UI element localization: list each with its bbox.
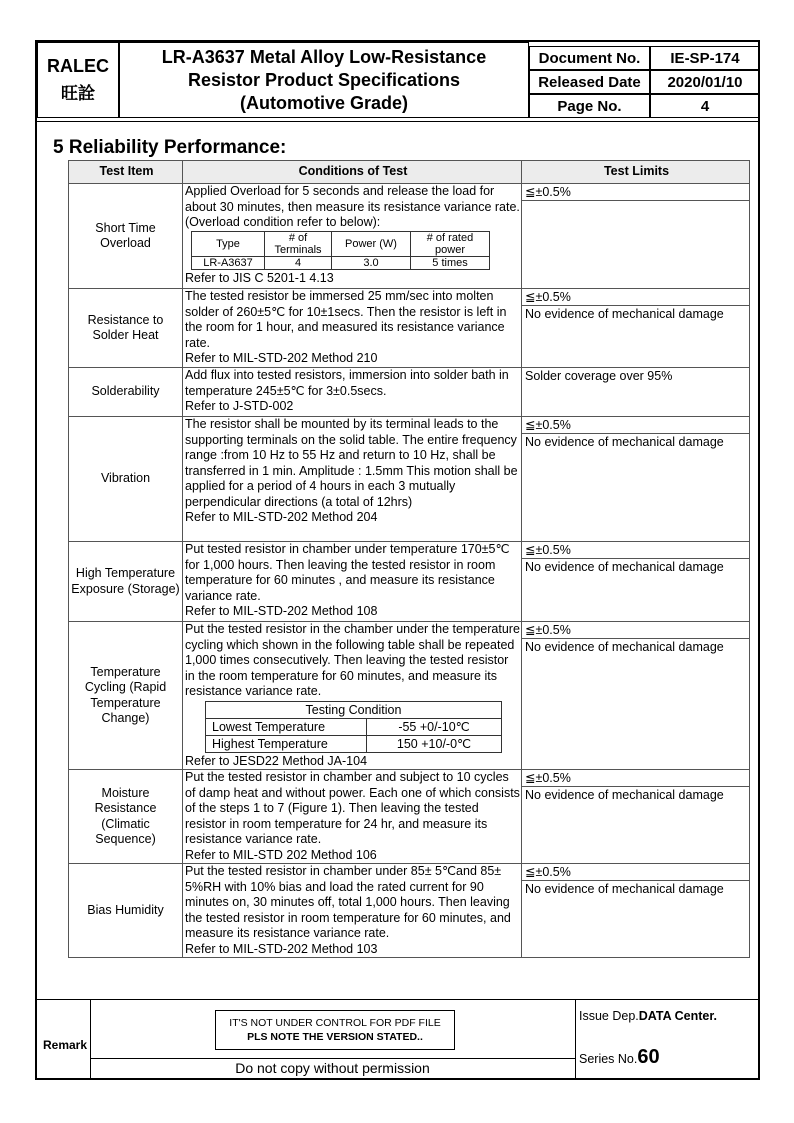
reference-text: Refer to J-STD-002 [185, 399, 294, 413]
test-conditions [183, 368, 522, 417]
conditions-text: Put tested resistor in chamber under temperature 170±5℃ for 1,000 hours. Then leaving the tested resistor in room temperature for 60 minutes , and measure its resistance variance rate. [185, 542, 510, 603]
cycling-value: -55 +0/-10℃ [367, 718, 502, 735]
reference-text: Refer to MIL-STD-202 Method 210 [185, 351, 378, 365]
test-limits [522, 864, 750, 958]
reference-text: Refer to MIL-STD 202 Method 106 [185, 847, 377, 862]
test-conditions [183, 542, 522, 622]
test-conditions [183, 770, 522, 864]
company-logo-cell [37, 42, 119, 118]
reference-text: Refer to MIL-STD-202 Method 108 [185, 604, 378, 618]
doc-no-label: Document No. [529, 46, 650, 70]
header-divider [37, 121, 758, 122]
test-item: Moisture Resistance (Climatic Sequence) [69, 770, 183, 864]
table-row [69, 770, 750, 864]
table-row [69, 368, 750, 417]
test-limits [522, 368, 750, 417]
limit-value: No evidence of mechanical damage [525, 307, 724, 321]
test-limits [522, 770, 750, 864]
test-item: Short Time Overload [69, 184, 183, 289]
reference-text: Refer to MIL-STD-202 Method 204 [185, 510, 378, 524]
company-name-cn: 旺詮 [61, 84, 95, 103]
test-conditions [183, 417, 522, 542]
limit-value: No evidence of mechanical damage [525, 640, 724, 654]
overload-table [191, 231, 490, 270]
reference-text: Refer to JESD22 Method JA-104 [185, 753, 368, 768]
test-limits [522, 289, 750, 368]
conditions-text: Put the tested resistor in the chamber under the temperature cycling which shown in the following table shall be repeated 1,000 times consecutively. Then leaving the tested resistor in the room temperature for 60 minutes, and measure its resistance variance rate. [185, 622, 520, 698]
document-title-line2: Resistor Product Specifications [187, 69, 461, 90]
limit-value: No evidence of mechanical damage [525, 435, 724, 449]
limit-value: ≦±0.5% [522, 770, 749, 787]
series-number [579, 1046, 660, 1069]
conditions-text: Put the tested resistor in chamber under 85± 5℃and 85± 5%RH with 10% bias and load the rated current for 90 minutes on, 30 minutes off, total 1,000 hours. Then leaving the tested resistor in room temperature for 60 minutes, and measure its resistance variance rate. [185, 864, 511, 940]
col-header-conditions: Conditions of Test [183, 161, 522, 184]
overload-header: # of rated power [411, 231, 490, 256]
limit-value: ≦±0.5% [522, 542, 749, 559]
col-header-item: Test Item [69, 161, 183, 184]
cycling-condition-table [205, 701, 502, 753]
company-name: RALEC [47, 56, 109, 76]
document-title-cell [119, 42, 529, 118]
conditions-text: Put the tested resistor in chamber and subject to 10 cycles of damp heat and without power. Each one of which consists of the steps 1 to 7 (Figure 1). Then leaving the tested resistor in room temperature for 24 hr, and measure its resistance variance rate. [185, 770, 520, 846]
cycling-label: Highest Temperature [206, 735, 367, 752]
released-date-value: 2020/01/10 [650, 70, 760, 94]
table-row [69, 864, 750, 958]
test-item: High Temperature Exposure (Storage) [69, 542, 183, 622]
limit-value: No evidence of mechanical damage [525, 788, 724, 802]
document-title-line1: LR-A3637 Metal Alloy Low-Resistance [161, 46, 487, 67]
test-conditions [183, 864, 522, 958]
cycling-table-title: Testing Condition [206, 701, 502, 718]
table-row [69, 542, 750, 622]
limit-value: ≦±0.5% [522, 622, 749, 639]
table-row [69, 289, 750, 368]
reference-text: Refer to JIS C 5201-1 4.13 [185, 270, 334, 285]
test-item: Resistance to Solder Heat [69, 289, 183, 368]
limit-value: No evidence of mechanical damage [525, 560, 724, 574]
conditions-text: Add flux into tested resistors, immersion into solder bath in temperature 245±5℃ for 3±0.5secs. [185, 368, 509, 398]
limit-value: ≦±0.5% [522, 417, 749, 434]
test-limits [522, 184, 750, 289]
limit-value: ≦±0.5% [522, 289, 749, 306]
remark-label: Remark [43, 1038, 88, 1052]
reference-text: Refer to MIL-STD-202 Method 103 [185, 941, 378, 956]
footer-divider [37, 999, 758, 1000]
test-item: Temperature Cycling (Rapid Temperature Change) [69, 622, 183, 770]
footer-vline [575, 999, 576, 1078]
copy-notice: Do not copy without permission [235, 1060, 430, 1076]
limit-value: Solder coverage over 95% [525, 369, 673, 383]
series-value: 60 [637, 1046, 660, 1068]
overload-cell: 4 [265, 256, 332, 269]
overload-cell: LR-A3637 [192, 256, 265, 269]
table-row [69, 622, 750, 770]
page-no-label: Page No. [529, 94, 650, 118]
col-header-limits: Test Limits [522, 161, 750, 184]
issue-value: DATA Center. [638, 1009, 718, 1023]
cycling-value: 150 +10/-0℃ [367, 735, 502, 752]
overload-cell: 3.0 [332, 256, 411, 269]
test-limits [522, 417, 750, 542]
test-limits [522, 542, 750, 622]
conditions-text: The resistor shall be mounted by its terminal leads to the supporting terminals on the solid table. The entire frequency range :from 10 Hz to 55 Hz and return to 10 Hz, shall be transferred in 1 min. Amplitude : 1.5mm This motion shall be applied for a period of 4 hours in each 3 mutually perpendicular directions (a total of 12hrs) [185, 417, 518, 509]
conditions-text: The tested resistor be immersed 25 mm/sec into molten solder of 260±5℃ for 10±1secs. Then the resistor is left in the room for 1 hour, and measured its resistance variance rate. [185, 289, 507, 350]
overload-header: Power (W) [332, 231, 411, 256]
notice-line2: PLS NOTE THE VERSION STATED.. [247, 1031, 423, 1043]
test-conditions [183, 184, 522, 289]
pdf-control-notice [215, 1010, 455, 1050]
issue-department [579, 1009, 717, 1023]
test-conditions [183, 622, 522, 770]
overload-header: # of Terminals [265, 231, 332, 256]
page-no-value: 4 [650, 94, 760, 118]
table-row [69, 417, 750, 542]
cycling-label: Lowest Temperature [206, 718, 367, 735]
doc-no-value: IE-SP-174 [650, 46, 760, 70]
series-label: Series No. [579, 1052, 638, 1066]
section-title: 5 Reliability Performance: [53, 137, 287, 158]
test-item: Vibration [69, 417, 183, 542]
table-row [69, 184, 750, 289]
limit-value: ≦±0.5% [522, 864, 749, 881]
test-limits [522, 622, 750, 770]
issue-label: Issue Dep. [579, 1009, 639, 1023]
reliability-table [68, 160, 750, 958]
test-item: Bias Humidity [69, 864, 183, 958]
released-date-label: Released Date [529, 70, 650, 94]
test-conditions [183, 289, 522, 368]
notice-line1: IT'S NOT UNDER CONTROL FOR PDF FILE [229, 1017, 441, 1029]
limit-value: ≦±0.5% [522, 184, 749, 201]
conditions-text: Applied Overload for 5 seconds and release the load for about 30 minutes, then measure its resistance variance rate. (Overload condition refer to below): [185, 184, 520, 229]
test-item: Solderability [69, 368, 183, 417]
overload-cell: 5 times [411, 256, 490, 269]
overload-header: Type [192, 231, 265, 256]
document-title-line3: (Automotive Grade) [239, 92, 408, 113]
footer-copy-divider [90, 1058, 575, 1059]
limit-value: No evidence of mechanical damage [525, 882, 724, 896]
